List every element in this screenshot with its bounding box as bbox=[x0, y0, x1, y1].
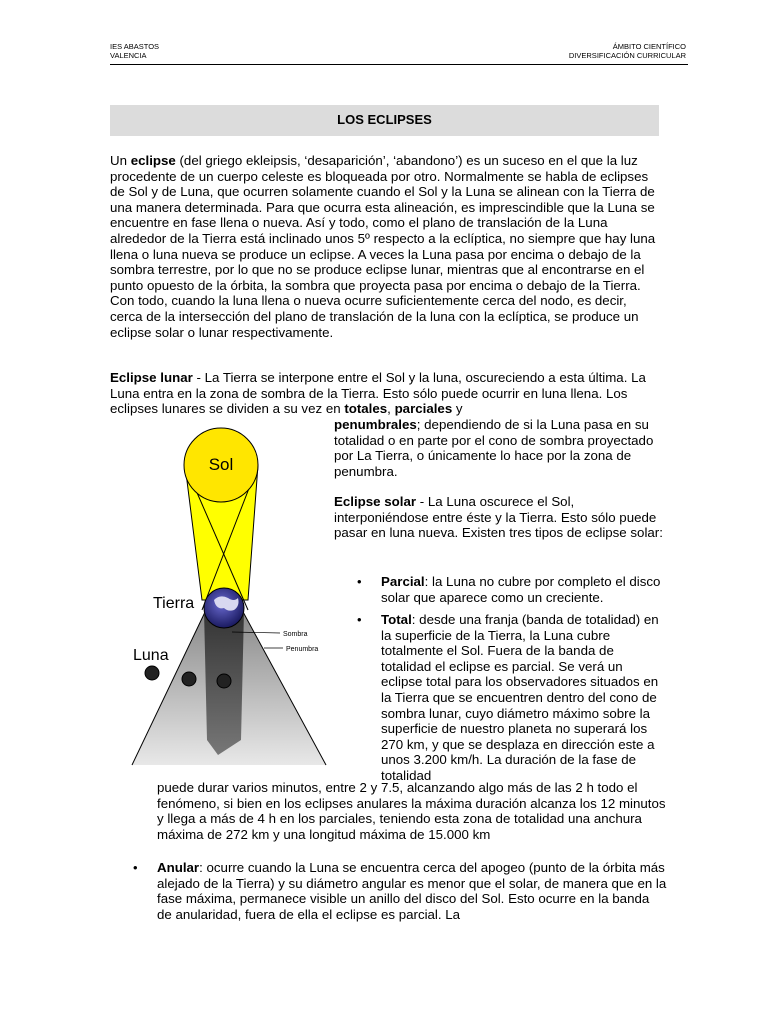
header-school: IES ABASTOS bbox=[110, 42, 160, 51]
bullet-parcial bbox=[381, 574, 671, 605]
lunar-penumbrales: penumbrales bbox=[334, 417, 417, 432]
lunar-comma: , bbox=[387, 401, 395, 417]
header-city: VALENCIA bbox=[110, 51, 147, 60]
parcial-text: : la Luna no cubre por completo el disco solar que aparece como un creciente. bbox=[381, 574, 661, 605]
anular-term: Anular bbox=[157, 860, 200, 875]
bullet-marker-anular: • bbox=[133, 860, 138, 875]
penumbra-label: Penumbra bbox=[286, 646, 319, 653]
header-left bbox=[110, 42, 159, 60]
solar-term: Eclipse solar bbox=[334, 494, 417, 509]
header-area: ÁMBITO CIENTÍFICO bbox=[612, 42, 686, 51]
moon-icon-partial bbox=[182, 672, 196, 686]
lunar-totales: totales bbox=[344, 401, 388, 417]
anular-text: : ocurre cuando la Luna se encuentra cerca del apogeo (punto de la órbita más alejado de la Tierra) y su diámetro angular es menor que el solar, de manera que en la fase máxima, permanece visible un anillo del disco del Sol. Esto ocurre en la banda de anularidad, fuera de ella el eclipse es parcial. La bbox=[157, 860, 667, 922]
moon-label: Luna bbox=[133, 647, 169, 664]
page-title: LOS ECLIPSES bbox=[337, 112, 432, 127]
bullet-marker-parcial: • bbox=[357, 574, 362, 589]
sun-label: Sol bbox=[208, 455, 234, 474]
intro-term: eclipse bbox=[130, 153, 176, 168]
moon-icon-umbra bbox=[217, 674, 231, 688]
moon-icon-penumbra bbox=[145, 666, 159, 680]
header-right bbox=[500, 42, 686, 60]
lunar-term: Eclipse lunar bbox=[110, 370, 193, 385]
lunar-parciales: parciales bbox=[394, 401, 453, 417]
lunar-text-2: ; dependiendo de si la Luna pasa en su totalidad o en parte por el cono de sombra proyectado por La Tierra, o únicamente lo hace por la zona de penumbra. bbox=[334, 417, 654, 479]
bullet-total-cont: puede durar varios minutos, entre 2 y 7.5, alcanzando algo más de las 2 h todo el fenómeno, si bien en los eclipses anulares la máxima duración alcanza los 12 minutos y llega a más de 4 h en los parciales, teniendo esta zona de totalidad una anchura máxima de 272 km y una longitud máxima de 15.000 km bbox=[157, 780, 666, 842]
sombra-label: Sombra bbox=[283, 631, 308, 638]
parcial-term: Parcial bbox=[381, 574, 425, 589]
header-divider bbox=[110, 64, 688, 65]
solar-paragraph bbox=[334, 494, 664, 541]
earth-label: Tierra bbox=[153, 595, 195, 612]
bullet-anular bbox=[157, 860, 667, 922]
bullet-marker-total: • bbox=[357, 612, 362, 627]
lunar-paragraph bbox=[110, 370, 656, 417]
total-term: Total bbox=[381, 612, 412, 627]
intro-lead: Un bbox=[110, 153, 131, 168]
lunar-paragraph-cont bbox=[334, 417, 664, 479]
intro-paragraph bbox=[110, 153, 656, 340]
page-title-bar bbox=[110, 105, 659, 136]
total-text: : desde una franja (banda de totalidad) en la superficie de la Tierra, la Luna cubre totalmente el Sol. Fuera de la banda de totalidad el eclipse es parcial. Se verá un eclipse total para los observadores situados en la Tierra que se encuentren dentro del cono de sombra lunar, cuyo diámetro máximo sobre la superficie de nuestro planeta no superará los 270 km, y que se desplaza en dirección este a unos 3.200 km/h. La duración de la fase de totalidad bbox=[381, 612, 659, 783]
lunar-y: y bbox=[452, 401, 463, 417]
intro-text: (del griego ekleipsis, ‘desaparición’, ‘abandono’) es un suceso en el que la luz procedente de un cuerpo celeste es bloqueada por otro. Normalmente se habla de eclipses de Sol y de Luna, que ocurren solamente cuando el Sol y la Luna se alinean con la Tierra de una manera determinada. Para que ocurra esta alineación, es imprescindible que la Luna se encuentre en fase llena o nueva. Así y todo, como el plano de translación de la Luna alrededor de la Tierra está inclinado unos 5º respecto a la eclíptica, no siempre que hay luna llena o luna nueva se produce un eclipse. A veces la Luna pasa por encima o debajo de la sombra terrestre, por lo que no se produce eclipse lunar, mientras que al encontrarse en el punto opuesto de la órbita, la sombra que proyecta pasa por encima o debajo de la Tierra. Con todo, cuando la luna llena o nueva ocurre suficientemente cerca del nodo, es decir, cerca de la intersección del plano de translación de la luna con la eclíptica, se produce un eclipse solar o lunar respectivamente. bbox=[110, 153, 656, 340]
bullet-total bbox=[381, 612, 663, 784]
lunar-text-1: - La Tierra se interpone entre el Sol y la luna, oscureciendo a esta última. La Luna entra en la zona de sombra de la Tierra. Esto sólo puede ocurrir en luna llena. Los eclipses lunares se dividen a su vez en bbox=[110, 370, 646, 417]
solar-text: - La Luna oscurece el Sol, interponiéndose entre éste y la Tierra. Esto sólo puede pasar en luna nueva. Existen tres tipos de eclipse solar: bbox=[334, 494, 663, 541]
header-program: DIVERSIFICACIÓN CURRICULAR bbox=[568, 51, 686, 60]
eclipse-diagram bbox=[128, 420, 328, 770]
